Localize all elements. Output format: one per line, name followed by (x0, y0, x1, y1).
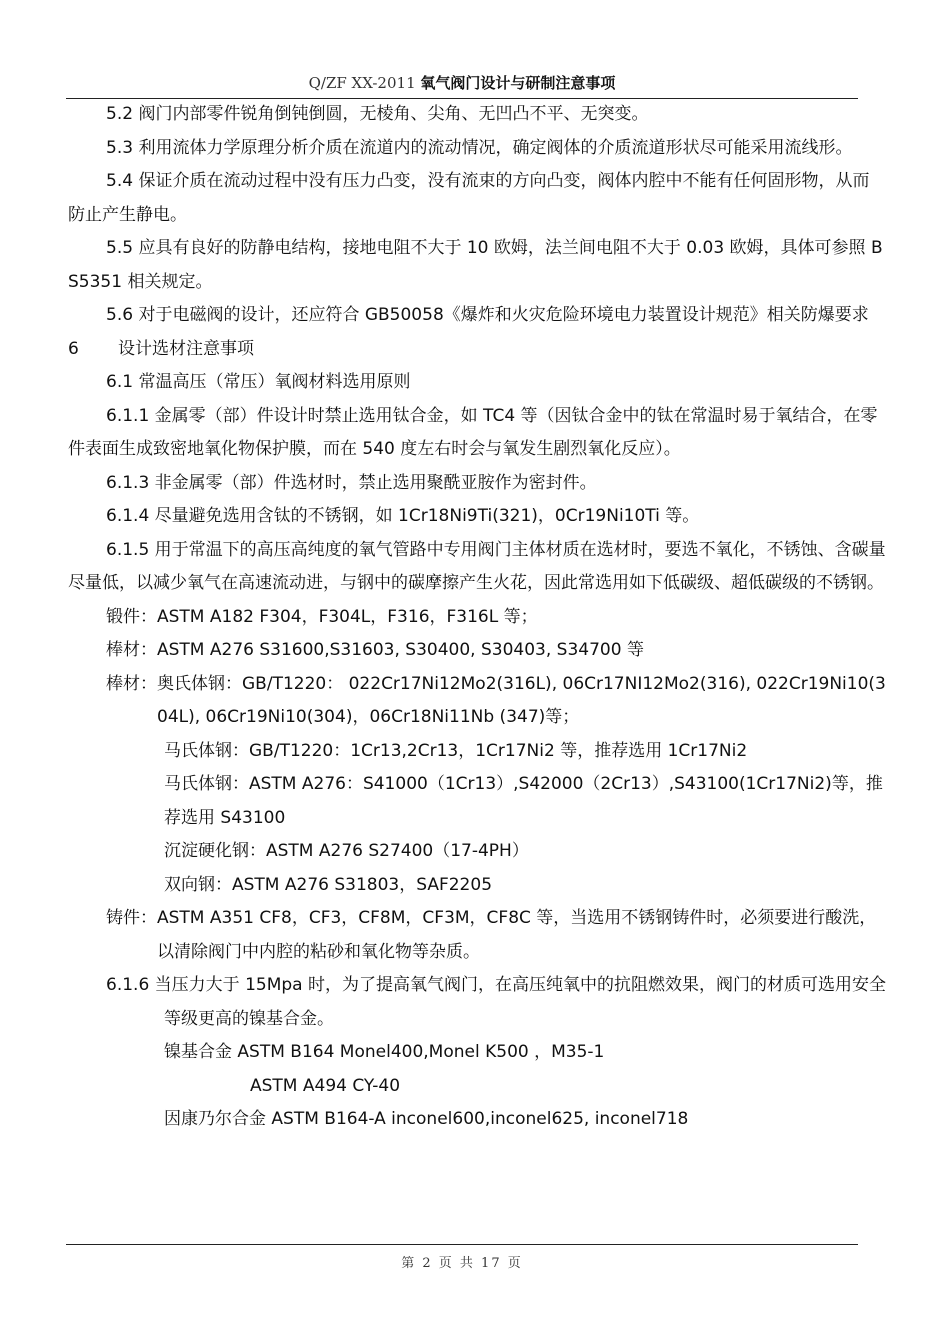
page-number: 第 2 页 共 17 页 (401, 1256, 523, 1271)
material-duplex: 双向钢：ASTM A276 S31803，SAF2205 (164, 874, 493, 895)
material-label: 棒材： (106, 673, 157, 694)
item-6-1: 6.1 常温高压（常压）氧阀材料选用原则 (106, 372, 411, 392)
material-forging (68, 601, 886, 635)
document-code: Q/ZF XX-2011 (308, 74, 416, 92)
alloy-inconel: 因康乃尔合金 ASTM B164-A inconel600,inconel625, inconel718 (164, 1109, 689, 1129)
paragraph-5-3: 5.3 利用流体力学原理分析介质在流道内的流动情况，确定阀体的介质流道形状尽可能采用流线形。 (106, 137, 853, 158)
alloy-nickel-cast: ASTM A494 CY-40 (250, 1075, 401, 1096)
page-header (66, 72, 858, 96)
material-text: 奥氏体钢：GB/T1220： 022Cr17Ni12Mo2(316L), 06Cr17NI12Mo2(316), 022Cr19Ni10(304L), 06Cr19Ni10(304)，06Cr18Ni11Nb (347)等； (157, 673, 886, 727)
paragraph-5-5: 5.5 应具有良好的防静电结构，接地电阻不大于 10 欧姆，法兰间电阻不大于 0.03 欧姆，具体可参照 BS5351 相关规定。 (68, 238, 883, 292)
item-6-1-3: 6.1.3 非金属零（部）件选材时，禁止选用聚酰亚胺作为密封件。 (106, 472, 597, 493)
footer-rule (66, 1244, 858, 1245)
material-text: ASTM A182 F304，F304L，F316，F316L 等； (157, 606, 538, 627)
material-precipitation: 沉淀硬化钢：ASTM A276 S27400（17-4PH） (164, 841, 529, 861)
paragraph-5-2: 5.2 阀门内部零件锐角倒钝倒圆，无棱角、尖角、无凹凸不平、无突变。 (106, 104, 649, 124)
material-bar-gb (68, 668, 886, 735)
material-martensite-astm: 马氏体钢：ASTM A276：S41000（1Cr13）,S42000（2Cr13）,S43100(1Cr17Ni2)等，推荐选用 S43100 (164, 774, 883, 828)
alloy-nickel: 镍基合金 ASTM B164 Monel400,Monel K500 ，M35-1 (164, 1042, 605, 1062)
page-body (68, 98, 886, 1137)
material-label: 棒材： (106, 640, 157, 660)
material-text: ASTM A276 S31600,S31603, S30400, S30403, S34700 等 (157, 640, 644, 660)
paragraph-5-6: 5.6 对于电磁阀的设计，还应符合 GB50058《爆炸和火灾危险环境电力装置设计规范》相关防爆要求 (106, 305, 869, 325)
material-label: 锻件： (106, 606, 157, 627)
section-number: 6 (68, 338, 79, 359)
material-label: 铸件： (106, 908, 157, 928)
item-6-1-1: 6.1.1 金属零（部）件设计时禁止选用钛合金，如 TC4 等（因钛合金中的钛在常温时易于氧结合，在零件表面生成致密地氧化物保护膜，而在 540 度左右时会与氧发生剧烈氧化反应）。 (68, 405, 878, 459)
section-title: 设计选材注意事项 (118, 338, 254, 359)
material-martensite-gb: 马氏体钢：GB/T1220：1Cr13,2Cr13，1Cr17Ni2 等，推荐选用 1Cr17Ni2 (164, 740, 748, 761)
item-6-1-4: 6.1.4 尽量避免选用含钛的不锈钢，如 1Cr18Ni9Ti(321)，0Cr19Ni10Ti 等。 (106, 506, 700, 526)
material-text: ASTM A351 CF8，CF3，CF8M，CF3M，CF8C 等，当选用不锈钢铸件时，必须要进行酸洗，以清除阀门中内腔的粘砂和氧化物等杂质。 (157, 908, 877, 962)
paragraph-5-4: 5.4 保证介质在流动过程中没有压力凸变，没有流束的方向凸变，阀体内腔中不能有任何固形物，从而防止产生静电。 (68, 171, 870, 225)
item-6-1-5: 6.1.5 用于常温下的高压高纯度的氧气管路中专用阀门主体材质在选材时，要选不氧化，不锈蚀、含碳量尽量低，以减少氧气在高速流动进，与钢中的碳摩擦产生火花，因此常选用如下低碳级、超低碳级的不锈钢。 (68, 539, 886, 593)
material-casting (68, 902, 886, 969)
material-bar-astm (68, 634, 886, 668)
section-6-heading (68, 333, 886, 367)
item-6-1-6: 6.1.6 当压力大于 15Mpa 时，为了提高氧气阀门，在高压纯氧中的抗阻燃效果，阀门的材质可选用安全等级更高的镍基合金。 (106, 975, 886, 1029)
document-title: 氧气阀门设计与研制注意事项 (420, 74, 616, 92)
